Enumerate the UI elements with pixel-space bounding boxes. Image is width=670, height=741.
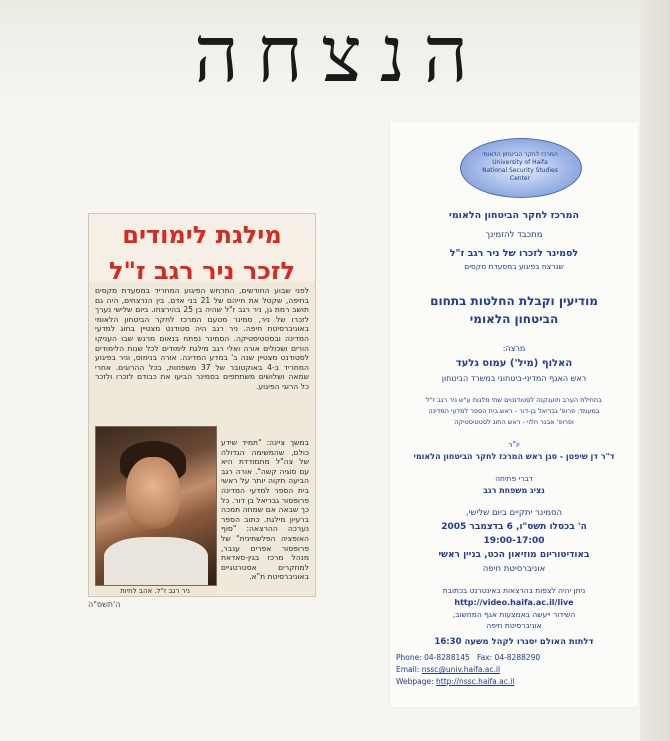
contact-phone-fax	[396, 653, 632, 662]
clipping-article-text: לפני שבוע החודשים, התרחש הפיגוע המחריד במסעדת מקסים בחיפה, שקטל את חייהם של 21 בני אדם. בין הנרצחים, היה גם תושב רמת גן, ניר רגב ז"ל שהיה בן 25 בהירצחו. ביום שלישי נערך לזכרו של ניר, סמינר מטעם המרכז לחקר הביטחון הלאומי באוניברסיטת חיפה. ניר רגב היה סטודנט מצטיין בחוג למדעי המדינה ובסטטיסטיקה. הסמינר נפתח בנאום מרגש שבו העניקו הורים ושכולים אורה ואלי רגב מילגת לימודים לכל שנות הלימודים לסטודנט מצטיין שנה ב' במדע המדינה. אורה בנימוס, וניר בפיגוע המחריד ב-4 באוקטובר של 37 משפחות, בכל ההרוגים. אחרי שמאה ושלושים משתתפים בסמינר הביעו את כבודם לזכרו ולזכר כל הרוגי הפיגוע.	[95, 286, 309, 391]
logo-text-english-1: University of Haifa	[492, 159, 548, 166]
live-line: ניתן יהיה לצפות בהרצאות באינטרנט בכתובת	[442, 586, 586, 595]
lecturer-name: האלוף (מיל') עמוס גלעד	[455, 358, 573, 369]
doors-notice: דלתות האולם יסגרו לקהל משעה 16:30	[434, 637, 594, 647]
seminar-subtitle: שנרצח בפיגוע במסעדת מקסים	[464, 262, 564, 271]
topic-line-2: הביטחון הלאומי	[469, 312, 559, 326]
portrait-shirt	[104, 537, 208, 585]
opening-name: נציג משפחת רגב	[483, 486, 545, 495]
clipping-headline-2: לזכר ניר רגב ז"ל	[108, 257, 296, 285]
portrait-face	[126, 457, 180, 529]
broadcast-line-2: אוניברסיטת חיפה	[486, 621, 542, 630]
portrait-photo	[95, 426, 217, 586]
scholarship-line-3: ופרופ' אבנר חלוי - ראש החוג לסטטיסטיקה	[454, 418, 574, 426]
phone: Phone: 04-8288145	[396, 653, 470, 662]
honored-line: מתכבד להזמינך	[485, 230, 543, 240]
scholarship-line-1: בתחילת הערב תוענקנה לסטודנטים שתי מלגות ע"ש ניר רגב ז"ל	[426, 396, 602, 404]
email-label: Email:	[396, 665, 420, 674]
email-link[interactable]: nssc@univ.haifa.ac.il	[421, 665, 501, 674]
contact-email	[396, 665, 632, 674]
topic-line-1: מודיעין וקבלת החלטות בתחום	[430, 294, 598, 308]
web-link[interactable]: http://nssc.haifa.ac.il	[436, 677, 515, 686]
memorial-title: הנצחה	[193, 10, 487, 100]
opening-label: דברי פתיחה	[495, 474, 533, 483]
venue-line-2: אוניברסיטת חיפה	[482, 564, 546, 574]
web-label: Webpage:	[396, 677, 434, 686]
logo-text	[477, 151, 563, 185]
date-line-2: ה' בכסלו תשס"ו, 6 בדצמבר 2005	[441, 522, 587, 532]
clipping-header	[89, 214, 315, 285]
clipping-date: ה'תשס"ה	[88, 600, 121, 609]
scholarship-line-2: במעמד: פרופ' גבריאל בן-דור - ראש בית הספר למדעי המדינה	[428, 407, 600, 415]
chair-name: ד"ר דן שיפטן - סגן ראש המרכז לחקר הביטחון הלאומי	[413, 452, 615, 461]
wall-edge	[640, 0, 670, 741]
logo-text-english-2: National Security Studies Center	[482, 167, 558, 182]
seminar-title: לסמינר לזכרו של ניר רגב ז"ל	[449, 248, 579, 259]
photo-caption: ניר רגב ז"ל. אהב לחיות	[95, 586, 215, 596]
newspaper-clipping	[88, 213, 316, 597]
university-logo-icon	[460, 138, 582, 198]
chair-label: יו"ר	[508, 440, 520, 449]
broadcast-line: השידור ייעשה באמצעות אגף המחשוב,	[452, 610, 576, 619]
clipping-headline-1: מילגת לימודים	[122, 221, 282, 249]
fax: Fax: 04-8288290	[476, 653, 541, 662]
logo-text-hebrew: המרכז לחקר הביטחון הלאומי	[482, 151, 558, 158]
date-line-1: הסמינר יתקיים ביום שלישי,	[465, 508, 563, 518]
clipping-article-text-2: במשך ציינה: "תמיד שידע כולם, שהמשימה הגדולה של צה"ל מתמודדת היא עם סוגיה קשה". אורה רגב הביעה תקוה יותר על ראשי בית הספר למדעי המדינה פרופסור גבריאל בן דור. כל כך שבאה אם שמחה תמכה ברעיון מילגת. כתוב הספר נערכה ההרצאה: "סוף האופציה הפלשתינית" של פרופסור אפרים ענבר, מנהל מרכז בגין-סאדאת למחקרים אסטרטגיים באוניברסיטת ת"א.	[221, 438, 309, 582]
time-range: 19:00-17:00	[483, 536, 545, 546]
venue-line-1: באודיטוריום מוזיאון הכט, בניין ראשי	[438, 550, 590, 560]
lecturer-role: ראש האגף המדיני-ביטחוני במשרד הביטחון	[441, 374, 587, 383]
lecturer-label: מרצה:	[502, 344, 526, 353]
seminar-invitation	[390, 122, 638, 707]
contact-web	[396, 677, 632, 686]
center-name: המרכז לחקר הביטחון הלאומי	[449, 210, 579, 221]
live-url-link[interactable]: http://video.haifa.ac.il/live	[454, 598, 574, 607]
